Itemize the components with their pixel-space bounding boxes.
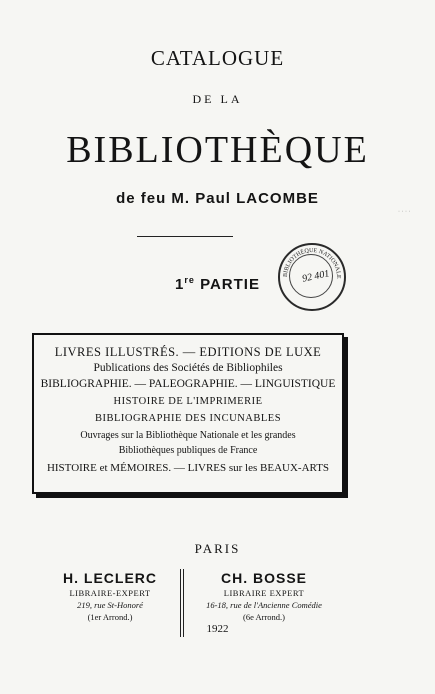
library-stamp [278,243,346,311]
contents-line: BIBLIOGRAPHIE. — PALEOGRAPHIE. — LINGUISTIQUE [40,378,336,390]
publisher-role: LIBRAIRE EXPERT [223,588,305,598]
svg-text:BIBLIOTHÈQUE NATIONALE: BIBLIOTHÈQUE NATIONALE [282,247,342,279]
publisher-arrondissement: (1er Arrond.) [87,612,133,622]
publisher-role: LIBRAIRE-EXPERT [69,588,151,598]
contents-line: BIBLIOGRAPHIE DES INCUNABLES [94,413,282,424]
imprint-city: PARIS [194,541,241,556]
contents-line: Ouvrages sur la Bibliothèque Nationale et les grandes [80,430,296,441]
title-de-la: DE LA [192,92,243,106]
publisher-name: H. LECLERC [63,570,157,586]
publication-year: 1922 [206,623,229,635]
title-bibliotheque: BIBLIOTHÈQUE [66,129,369,171]
publisher-address: 219, rue St-Honoré [77,600,143,610]
part-label: PARTIE [200,276,260,293]
margin-mark: · · · · [398,209,411,215]
title-rule [137,236,233,237]
stamp-number: 92 401 [301,268,331,285]
publisher-arrondissement: (6e Arrond.) [242,612,285,622]
title-owner: de feu M. Paul LACOMBE [116,190,319,207]
contents-line: Publications des Sociétés de Bibliophiles [93,362,283,374]
publisher-name: CH. BOSSE [220,570,307,586]
publisher-leclerc [40,570,180,622]
contents-line: LIVRES ILLUSTRÉS. — EDITIONS DE LUXE [54,345,322,359]
part-ordinal: re [184,275,195,285]
title-catalogue: CATALOGUE [150,46,285,70]
contents-line: HISTOIRE et MÉMOIRES. — LIVRES sur les BEAUX-ARTS [46,462,330,474]
part-heading [0,275,435,293]
publisher-bosse [194,570,334,622]
contents-line: HISTOIRE DE L'IMPRIMERIE [113,396,263,407]
part-number: 1 [175,276,185,293]
contents-box [32,333,344,494]
contents-line: Bibliothèques publiques de France [118,445,258,456]
publisher-address: 16-18, rue de l'Ancienne Comédie [206,600,322,610]
